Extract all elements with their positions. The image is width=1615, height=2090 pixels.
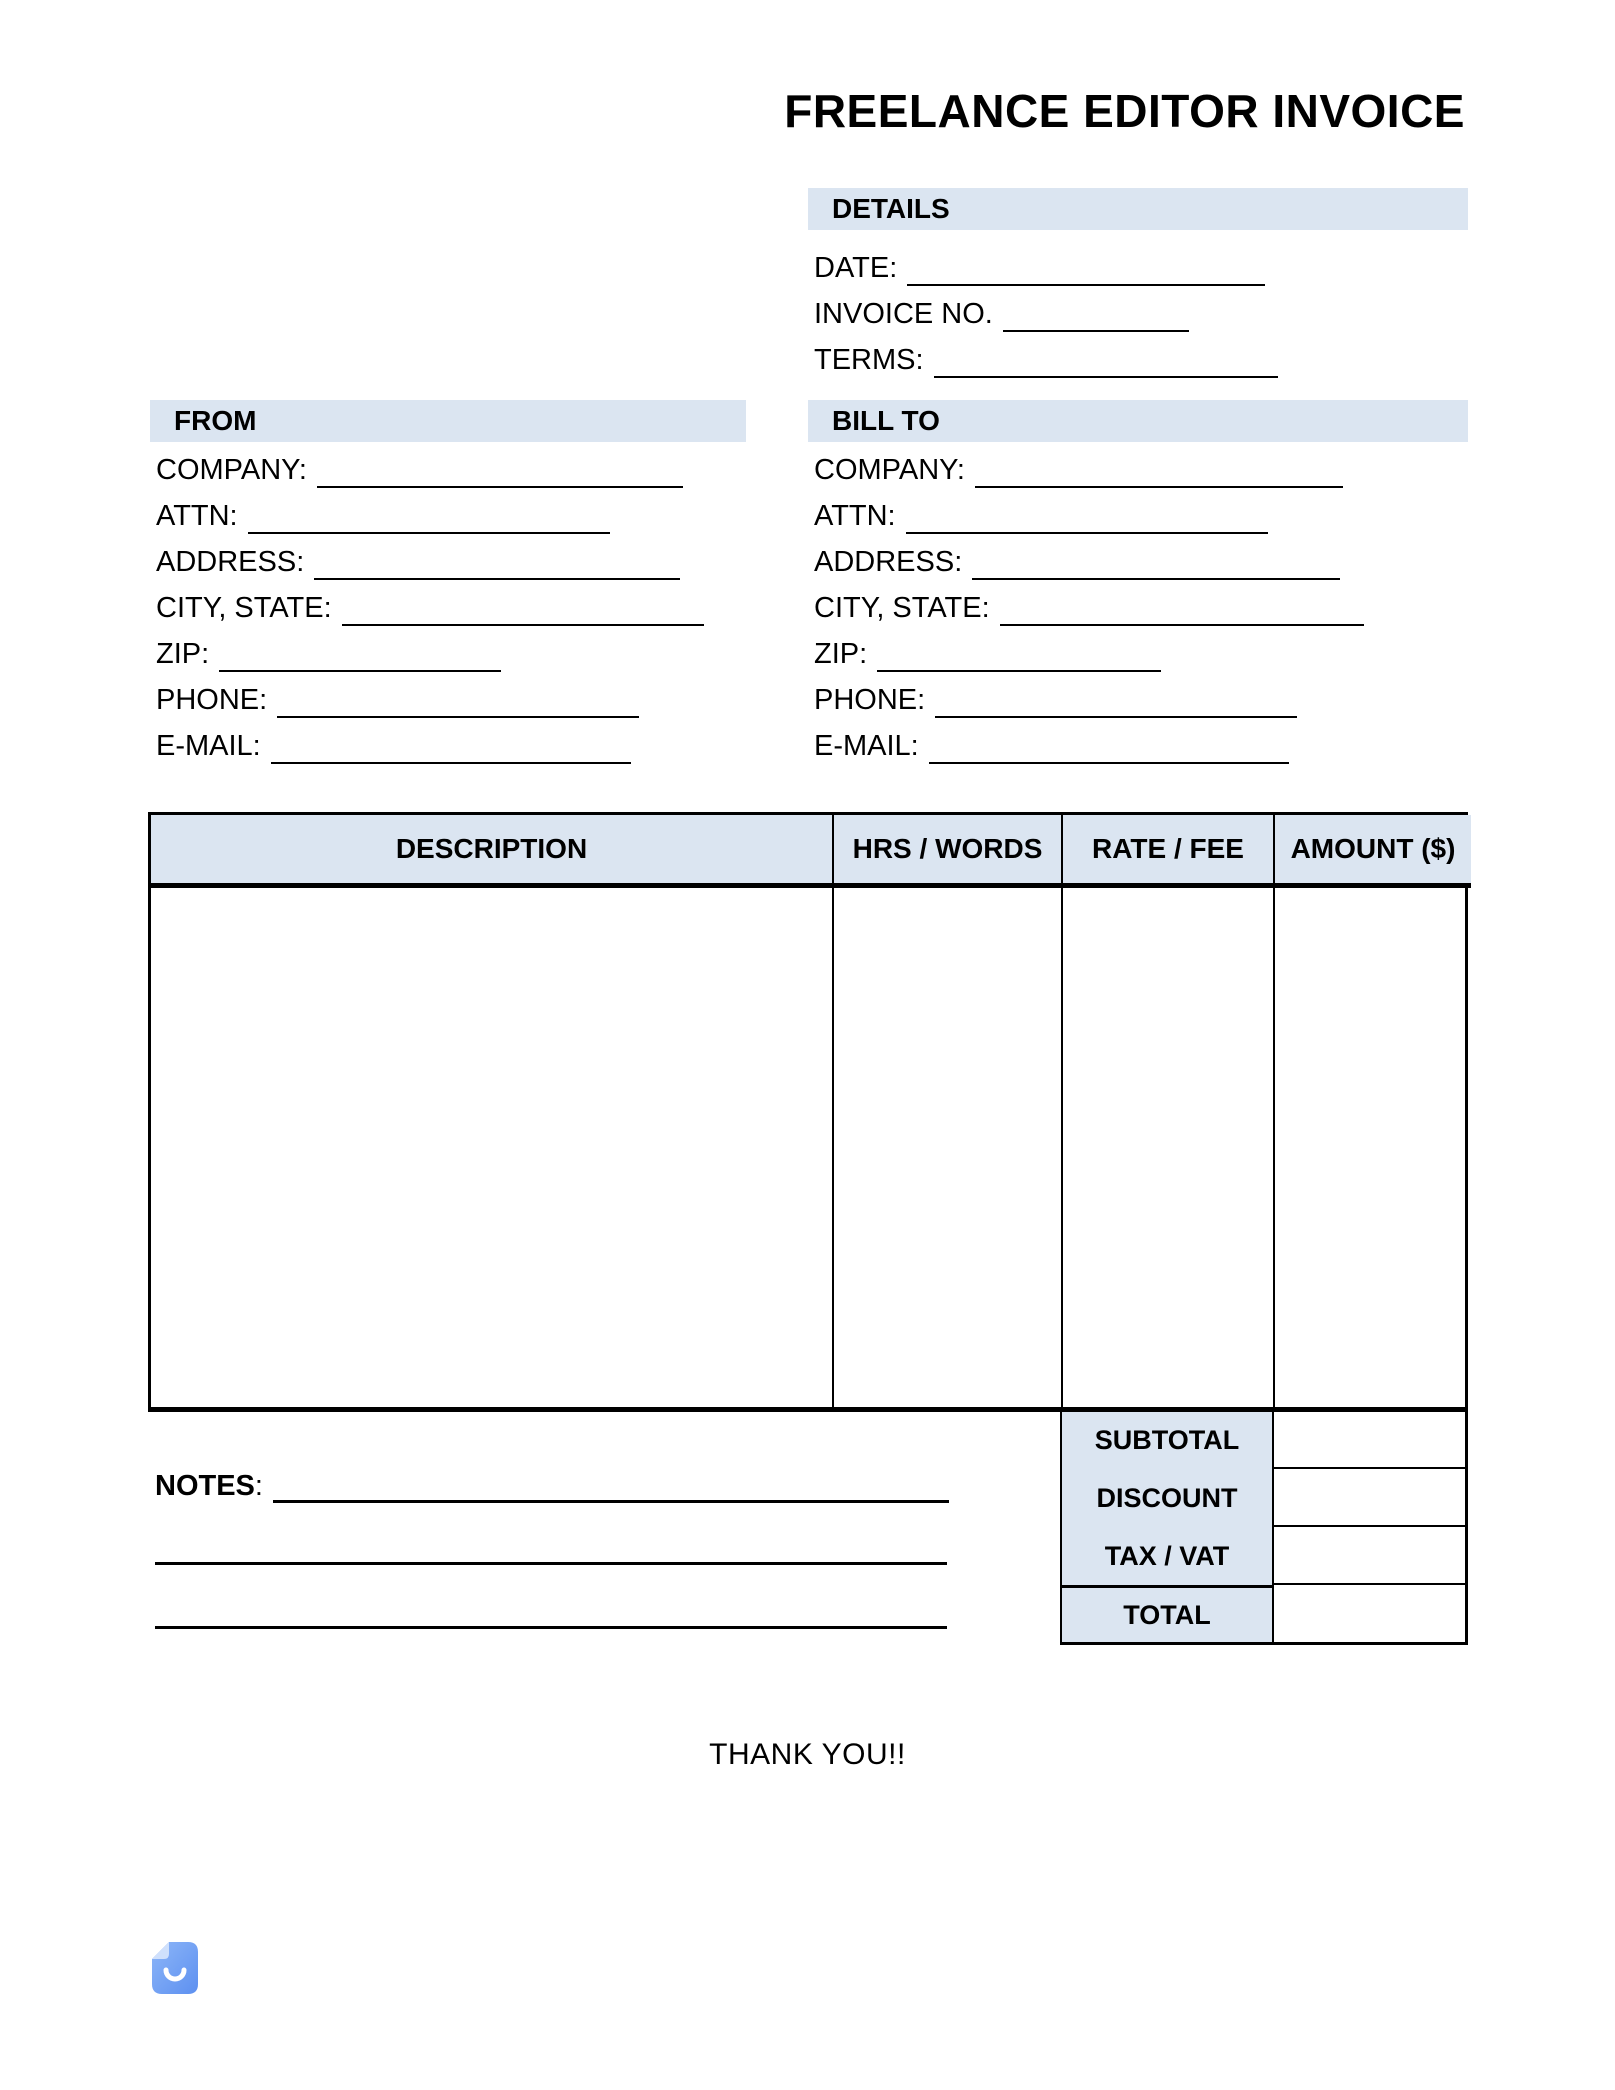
address-blank-line — [314, 544, 680, 580]
notes-blank-line-3 — [155, 1626, 947, 1629]
totals-summary-table — [1060, 1412, 1468, 1645]
address-blank-line — [972, 544, 1340, 580]
phone-label: PHONE: — [814, 684, 926, 716]
column-header-amount: AMOUNT ($) — [1275, 815, 1471, 888]
address-label: ADDRESS: — [156, 546, 305, 578]
zip-blank-line — [877, 636, 1161, 672]
city-state-label: CITY, STATE: — [156, 592, 332, 624]
notes-blank-line-2 — [155, 1562, 947, 1565]
discount-value-cell — [1272, 1469, 1465, 1527]
column-header-hrs-words: HRS / WORDS — [834, 815, 1063, 888]
bill-to-heading-band — [808, 400, 1468, 442]
field-row-attn — [814, 488, 1468, 534]
subtotal-label: SUBTOTAL — [1062, 1412, 1272, 1469]
field-row-email — [156, 718, 746, 764]
notes-blank-line-1 — [273, 1468, 949, 1503]
city-state-label: CITY, STATE: — [814, 592, 990, 624]
email-blank-line — [271, 728, 631, 764]
bill-to-section — [808, 400, 1468, 764]
details-fields — [808, 240, 1468, 378]
email-blank-line — [929, 728, 1289, 764]
field-row-attn — [156, 488, 746, 534]
field-row-terms — [814, 332, 1468, 378]
attn-label: ATTN: — [814, 500, 896, 532]
discount-label: DISCOUNT — [1062, 1469, 1272, 1527]
tax-vat-label: TAX / VAT — [1062, 1527, 1272, 1585]
attn-blank-line — [248, 498, 610, 534]
phone-blank-line — [935, 682, 1297, 718]
company-label: COMPANY: — [156, 454, 307, 486]
attn-label: ATTN: — [156, 500, 238, 532]
field-row-zip — [814, 626, 1468, 672]
column-header-description: DESCRIPTION — [151, 815, 834, 888]
field-row-address — [814, 534, 1468, 580]
zip-blank-line — [219, 636, 501, 672]
field-row-date — [814, 240, 1468, 286]
bill-to-heading: BILL TO — [832, 405, 940, 436]
address-label: ADDRESS: — [814, 546, 963, 578]
company-label: COMPANY: — [814, 454, 965, 486]
invoice-no-label: INVOICE NO. — [814, 298, 993, 330]
thank-you-text: THANK YOU!! — [709, 1738, 906, 1771]
invoice-no-blank-line — [1003, 296, 1189, 332]
date-blank-line — [907, 250, 1265, 286]
from-fields — [150, 442, 746, 764]
amount-body-cell — [1275, 888, 1471, 1407]
column-header-rate-fee: RATE / FEE — [1063, 815, 1275, 888]
attn-blank-line — [906, 498, 1268, 534]
field-row-address — [156, 534, 746, 580]
field-row-city-state — [814, 580, 1468, 626]
field-row-company — [156, 442, 746, 488]
city-state-blank-line — [342, 590, 704, 626]
field-row-email — [814, 718, 1468, 764]
bill-to-fields — [808, 442, 1468, 764]
field-row-city-state — [156, 580, 746, 626]
phone-blank-line — [277, 682, 639, 718]
from-heading: FROM — [174, 405, 257, 436]
company-blank-line — [317, 452, 683, 488]
details-section — [808, 188, 1468, 378]
field-row-zip — [156, 626, 746, 672]
smile-document-icon — [152, 1942, 198, 1994]
zip-label: ZIP: — [156, 638, 210, 670]
from-heading-band — [150, 400, 746, 442]
field-row-phone — [814, 672, 1468, 718]
email-label: E-MAIL: — [814, 730, 919, 762]
date-label: DATE: — [814, 252, 898, 284]
zip-label: ZIP: — [814, 638, 868, 670]
field-row-invoice-no — [814, 286, 1468, 332]
total-label: TOTAL — [1062, 1585, 1272, 1642]
notes-field — [155, 1468, 949, 1503]
rate-fee-body-cell — [1063, 888, 1275, 1407]
phone-label: PHONE: — [156, 684, 268, 716]
field-row-phone — [156, 672, 746, 718]
details-heading: DETAILS — [832, 193, 950, 224]
page-title: FREELANCE EDITOR INVOICE — [784, 85, 1465, 137]
email-label: E-MAIL: — [156, 730, 261, 762]
description-body-cell — [151, 888, 834, 1407]
total-value-cell — [1272, 1585, 1465, 1642]
line-items-table — [148, 812, 1468, 1412]
notes-label: NOTES: — [155, 1470, 263, 1502]
field-row-company — [814, 442, 1468, 488]
subtotal-value-cell — [1272, 1412, 1465, 1469]
terms-blank-line — [934, 342, 1278, 378]
details-heading-band — [808, 188, 1468, 230]
tax-vat-value-cell — [1272, 1527, 1465, 1585]
company-blank-line — [975, 452, 1343, 488]
city-state-blank-line — [1000, 590, 1364, 626]
from-section — [150, 400, 746, 764]
hrs-words-body-cell — [834, 888, 1063, 1407]
terms-label: TERMS: — [814, 344, 924, 376]
